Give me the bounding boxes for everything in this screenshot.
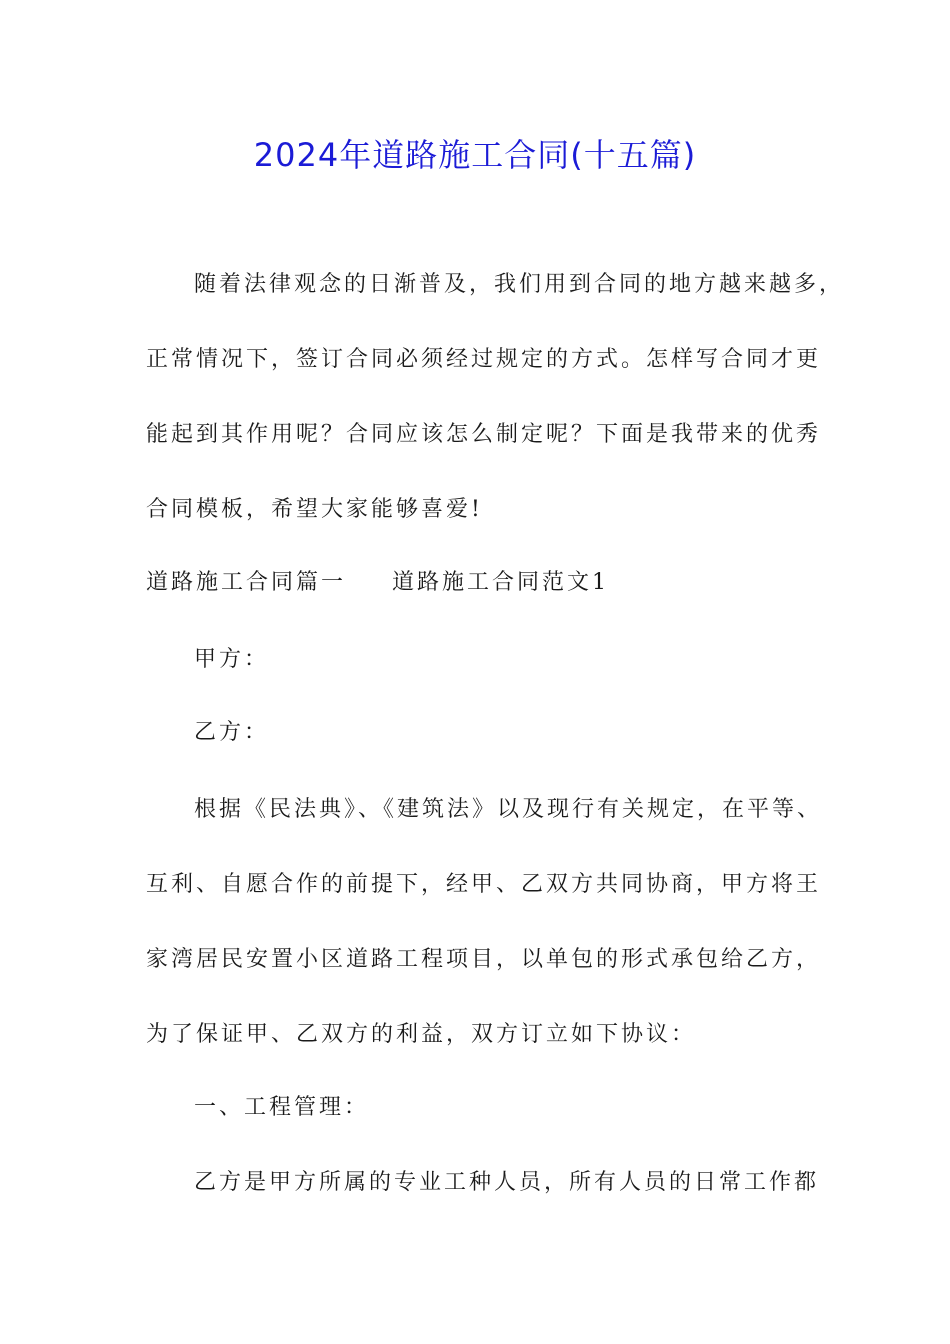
paragraph-line: 能起到其作用呢？合同应该怎么制定呢？下面是我带来的优秀 [146,422,822,447]
paragraph-line: 乙方是甲方所属的专业工种人员，所有人员的日常工作都 [194,1170,820,1195]
section-heading-part2: 道路施工合同范文1 [392,570,610,595]
paragraph-line: 为了保证甲、乙双方的利益，双方订立如下协议： [146,1022,697,1047]
section-heading [146,568,609,598]
paragraph-line: 家湾居民安置小区道路工程项目，以单包的形式承包给乙方， [146,947,822,972]
section-heading-part1: 道路施工合同篇一 [146,570,347,595]
clause-heading: 一、工程管理： [194,1095,370,1120]
party-b-label: 乙方： [194,720,270,745]
paragraph-line: 正常情况下，签订合同必须经过规定的方式。怎样写合同才更 [146,347,822,372]
paragraph-line: 互利、自愿合作的前提下，经甲、乙双方共同协商，甲方将王 [146,872,822,897]
document-title: 2024年道路施工合同(十五篇) [253,136,697,174]
paragraph-line: 合同模板，希望大家能够喜爱! [146,497,483,522]
party-a-label: 甲方： [194,647,270,672]
paragraph-line: 根据《民法典》、《建筑法》以及现行有关规定，在平等、 [194,797,823,822]
paragraph-line: 随着法律观念的日渐普及，我们用到合同的地方越来越多， [194,272,845,297]
